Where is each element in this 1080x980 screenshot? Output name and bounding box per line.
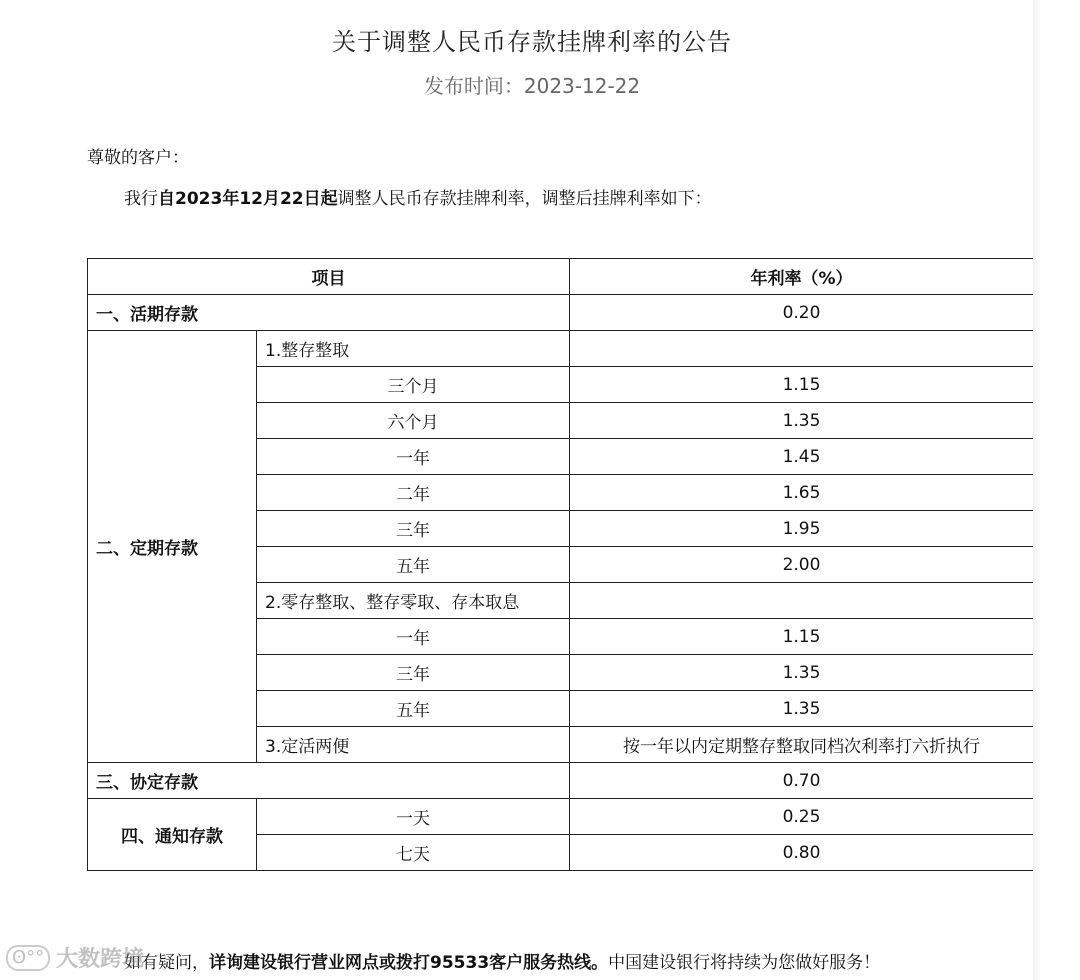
term-cell: 一年 xyxy=(257,439,570,475)
header-rate: 年利率（%） xyxy=(570,259,1034,295)
rate-cell-empty xyxy=(570,583,1034,619)
term-cell: 一天 xyxy=(257,799,570,835)
subcategory-lump-sum: 1.整存整取 xyxy=(257,331,570,367)
category-time: 二、定期存款 xyxy=(88,331,257,763)
rate-cell: 1.15 xyxy=(570,367,1034,403)
intro-paragraph xyxy=(124,184,712,209)
rate-cell: 0.70 xyxy=(570,763,1034,799)
term-cell: 五年 xyxy=(257,547,570,583)
rate-cell: 1.95 xyxy=(570,511,1034,547)
table-header-row xyxy=(88,259,1034,295)
rate-cell: 1.35 xyxy=(570,691,1034,727)
rate-cell: 1.65 xyxy=(570,475,1034,511)
category-agreement: 三、协定存款 xyxy=(88,763,570,799)
rate-cell: 0.20 xyxy=(570,295,1034,331)
rate-cell-empty xyxy=(570,331,1034,367)
term-cell: 五年 xyxy=(257,691,570,727)
footer-contact: 详询建设银行营业网点或拨打95533客户服务热线。 xyxy=(209,953,609,973)
term-cell: 三年 xyxy=(257,655,570,691)
subcategory-flexible: 3.定活两便 xyxy=(257,727,570,763)
greeting: 尊敬的客户： xyxy=(87,148,189,168)
term-cell: 六个月 xyxy=(257,403,570,439)
table-row xyxy=(88,295,1034,331)
term-cell: 一年 xyxy=(257,619,570,655)
rate-cell: 1.35 xyxy=(570,403,1034,439)
term-cell: 三年 xyxy=(257,511,570,547)
table-row xyxy=(88,331,1034,367)
rate-cell: 0.25 xyxy=(570,799,1034,835)
rate-table xyxy=(87,258,1034,871)
rate-cell: 1.45 xyxy=(570,439,1034,475)
subcategory-installment: 2.零存整取、整存零取、存本取息 xyxy=(257,583,570,619)
category-notice: 四、通知存款 xyxy=(88,799,257,871)
intro-effective-date: 自2023年12月22日起 xyxy=(158,189,338,209)
intro-prefix: 我行 xyxy=(124,189,158,209)
header-item: 项目 xyxy=(88,259,570,295)
rate-cell: 1.15 xyxy=(570,619,1034,655)
watermark-text: 大数跨境 xyxy=(56,947,145,972)
term-cell: 二年 xyxy=(257,475,570,511)
rate-cell: 1.35 xyxy=(570,655,1034,691)
term-cell: 三个月 xyxy=(257,367,570,403)
footer-note xyxy=(124,948,880,973)
watermark-logo-icon: ʘ°° xyxy=(6,945,50,971)
page-edge-shadow xyxy=(1033,0,1041,980)
category-demand: 一、活期存款 xyxy=(88,295,570,331)
footer-prefix: 如有疑问， xyxy=(124,953,209,973)
term-cell: 七天 xyxy=(257,835,570,871)
footer-suffix: 中国建设银行将持续为您做好服务！ xyxy=(608,953,881,973)
rate-cell: 0.80 xyxy=(570,835,1034,871)
rate-cell: 2.00 xyxy=(570,547,1034,583)
publish-date: 发布时间：2023-12-22 xyxy=(423,74,641,98)
page-title: 关于调整人民币存款挂牌利率的公告 xyxy=(332,28,732,56)
intro-suffix: 调整人民币存款挂牌利率，调整后挂牌利率如下： xyxy=(337,189,712,209)
table-row xyxy=(88,799,1034,835)
rate-cell-flexible: 按一年以内定期整存整取同档次利率打六折执行 xyxy=(570,727,1034,763)
table-row xyxy=(88,763,1034,799)
